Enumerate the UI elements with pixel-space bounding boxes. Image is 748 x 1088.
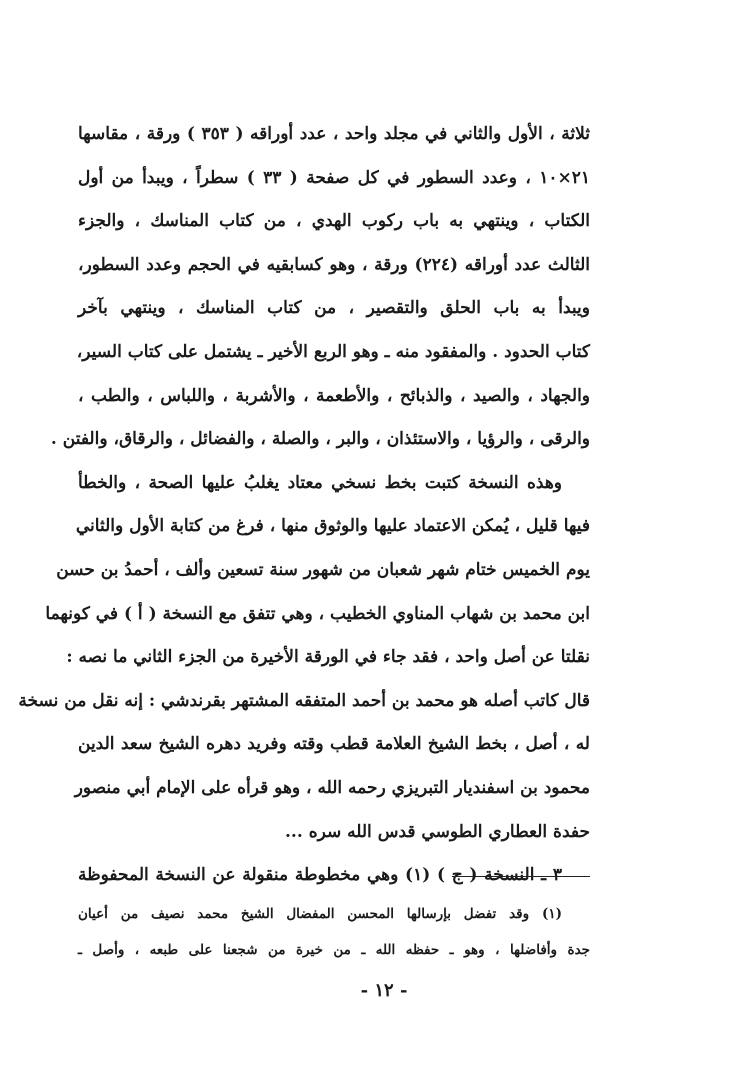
text-line: محمود بن اسفنديار التبريزي رحمه الله ، وهو قرأه على الإمام أبي منصور [74,777,590,798]
text-line: كتاب الحدود . والمفقود منه ـ وهو الربع الأخير ـ يشتمل على كتاب السير، [76,341,590,362]
text-line: ثلاثة ، الأول والثاني في مجلد واحد ، عدد أوراقه ( ٣٥٣ ) ورقة ، مقاسها [78,124,590,144]
text-line: حفدة العطاري الطوسي قدس الله سره ... [285,821,590,842]
footnotes [78,896,590,968]
footnote-line: (١) وقد تفضل بإرسالها المحسن المفضال الشيخ محمد نصيف من أعيان [78,906,562,922]
text-line: ٣ ـ النسخة ( ج ) (١) وهي مخطوطة منقولة عن النسخة المحفوظة [78,865,562,886]
text-line: وهذه النسخة كتبت بخط نسخي معتاد يغلبُ عليها الصحة ، والخطأ [78,472,562,493]
text-line: له ، أصل ، بخط الشيخ العلامة قطب وقته وفريد دهره الشيخ سعد الدين [78,734,590,755]
text-line: يوم الخميس ختام شهر شعبان من شهور سنة تسعين وألف ، أحمدُ بن حسن [56,559,590,580]
text-line: والجهاد ، والصيد ، والذبائح ، والأطعمة ، والأشربة ، واللباس ، والطب ، [78,385,590,406]
text-line: الثالث عدد أوراقه (٢٢٤) ورقة ، وهو كسابقيه في الحجم وعدد السطور، [78,254,590,275]
text-line: فيها قليل ، يُمكن الاعتماد عليها والوثوق منها ، فرغ من كتابة الأول والثاني [75,516,590,537]
footnote-separator [452,876,590,877]
text-line: نقلتا عن أصل واحد ، فقد جاء في الورقة الأخيرة من الجزء الثاني ما نصه : [66,647,590,668]
text-line: والرقى ، والرؤيا ، والاستئذان ، والبر ، والصلة ، والفضائل ، والرقاق، والفتن . [50,429,590,450]
body-text [18,113,590,898]
footnote-line: جدة وأفاضلها ، وهو ـ حفظه الله ـ من خيرة من شجعنا على طبعه ، وأصل ـ [78,942,590,958]
text-line: قال كاتب أصله هو محمد بن أحمد المتفقه المشتهر بقرندشي : إنه نقل من نسخة [18,690,590,711]
text-line: ابن محمد بن شهاب المناوي الخطيب ، وهي تتفق مع النسخة ( أ ) في كونهما [45,603,590,624]
text-line: ٢١×١٠ ، وعدد السطور في كل صفحة ( ٣٣ ) سطراً ، ويبدأ من أول [78,167,590,188]
page-number: - ١٢ - [360,980,408,1001]
text-line: ويبدأ به باب الحلق والتقصير ، من كتاب المناسك ، وينتهي بآخر [78,298,590,319]
text-line: الكتاب ، وينتهي به باب ركوب الهدي ، من كتاب المناسك ، والجزء [78,211,590,232]
